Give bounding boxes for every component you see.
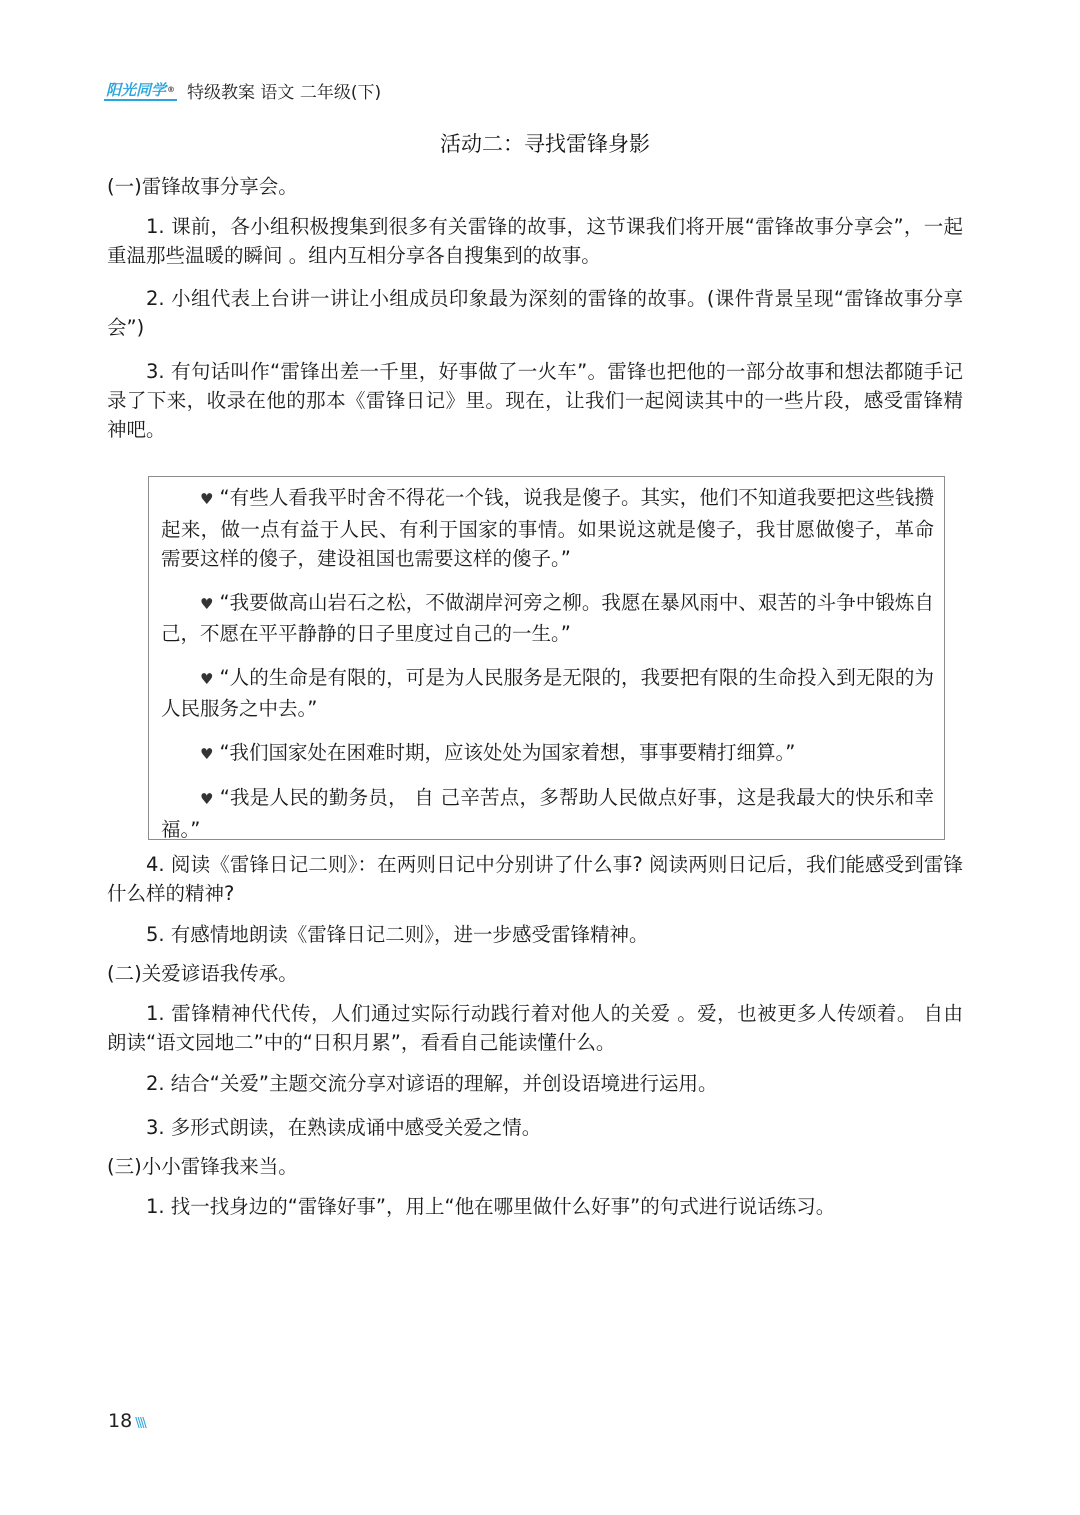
page-header — [104, 78, 381, 103]
diary-quote: ♥ “人的生命是有限的，可是为人民服务是无限的，我要把有限的生命投入到无限的为人民服务之中去。” — [161, 665, 934, 720]
heart-icon: ♥ — [200, 790, 214, 808]
part1-item-1: 1. 课前，各小组积极搜集到很多有关雷锋的故事，这节课我们将开展“雷锋故事分享会”，一起重温那些温暖的瞬间 。组内互相分享各自搜集到的故事。 — [107, 215, 963, 267]
heart-icon: ♥ — [200, 669, 214, 688]
part2-heading: (二)关爱谚语我传承。 — [107, 962, 298, 985]
page-number-decor: \\\\ — [135, 1416, 145, 1431]
part3-heading: (三)小小雷锋我来当。 — [107, 1155, 298, 1178]
diary-quote: ♥ “我要做高山岩石之松，不做湖岸河旁之柳。我愿在暴风雨中、艰苦的斗争中锻炼自己，不愿在平平静静的日子里度过自己的一生。” — [161, 590, 934, 645]
diary-quote: ♥ “有些人看我平时舍不得花一个钱，说我是傻子。其实，他们不知道我要把这些钱攒起来，做一点有益于人民、有利于国家的事情。如果说这就是傻子，我甘愿做傻子，革命需要这样的傻子，建设祖国也需要这样的傻子。” — [161, 486, 934, 570]
book-title: 特级教案 语文 二年级(下) — [187, 83, 382, 103]
part2-item-1: 1. 雷锋精神代代传，人们通过实际行动践行着对他人的关爱 。爱，也被更多人传颂着。 自由朗读“语文园地二”中的“日积月累”，看看自己能读懂什么。 — [107, 1002, 963, 1054]
part1-item-2: 2. 小组代表上台讲一讲让小组成员印象最为深刻的雷锋的故事。(课件背景呈现“雷锋故事分享会”) — [107, 287, 963, 339]
heart-icon: ♥ — [200, 490, 214, 508]
part1-heading: (一)雷锋故事分享会。 — [107, 175, 298, 198]
part2-item-3: 3. 多形式朗读，在熟读成诵中感受关爱之情。 — [146, 1116, 542, 1139]
part2-item-2: 2. 结合“关爱”主题交流分享对谚语的理解，并创设语境进行运用。 — [146, 1072, 718, 1095]
heart-icon: ♥ — [200, 744, 214, 763]
diary-quote: ♥ “我是人民的勤务员， 自 己辛苦点，多帮助人民做点好事，这是我最大的快乐和幸福。” — [161, 786, 934, 841]
heart-icon: ♥ — [200, 594, 214, 613]
part3-item-1: 1. 找一找身边的“雷锋好事”，用上“他在哪里做什么好事”的句式进行说话练习。 — [146, 1195, 836, 1218]
diary-quote-box — [148, 476, 945, 840]
part1-item-5: 5. 有感情地朗读《雷锋日记二则》，进一步感受雷锋精神。 — [146, 923, 649, 946]
section-title: 活动二：寻找雷锋身影 — [440, 132, 650, 156]
part1-item-4: 4. 阅读《雷锋日记二则》：在两则日记中分别讲了什么事? 阅读两则日记后，我们能感受到雷锋什么样的精神? — [107, 853, 963, 905]
page-number: 18 \\\\ — [108, 1410, 145, 1432]
part1-item-3: 3. 有句话叫作“雷锋出差一千里，好事做了一火车”。雷锋也把他的一部分故事和想法都随手记录了下来，收录在他的那本《雷锋日记》里。现在，让我们一起阅读其中的一些片段，感受雷锋精神吧。 — [107, 360, 963, 441]
diary-quote: ♥ “我们国家处在困难时期，应该处处为国家着想，事事要精打细算。” — [200, 740, 796, 764]
publisher-logo: 阳光同学® — [106, 80, 176, 99]
